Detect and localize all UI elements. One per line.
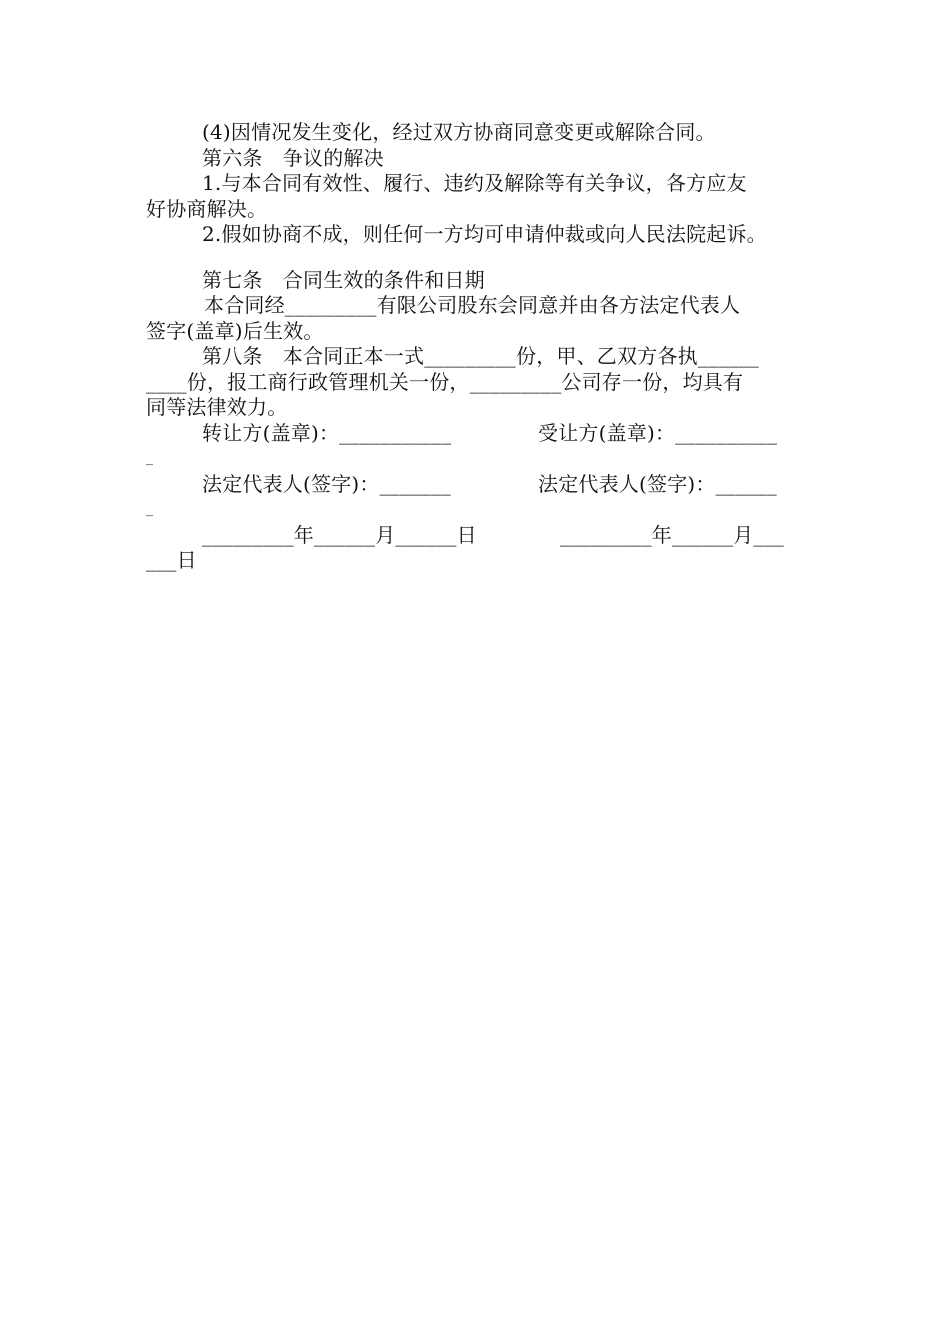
contract-body bbox=[146, 120, 810, 574]
article-7-body-cont: 签字(盖章)后生效。 bbox=[146, 318, 324, 343]
paragraph-gap bbox=[146, 248, 810, 268]
seal-signature-row bbox=[146, 421, 810, 447]
date-row-tail: ___日 bbox=[146, 548, 197, 572]
seal-row-tail: _ bbox=[146, 450, 154, 466]
transferee-representative-field: 法定代表人(签字)：______ bbox=[538, 471, 777, 496]
date-row bbox=[146, 523, 810, 549]
representative-signature-row bbox=[146, 472, 810, 498]
article-6-item-1-cont: 好协商解决。 bbox=[146, 196, 268, 221]
article-8-body-cont: ____份，报工商行政管理机关一份，_________公司存一份，均具有 bbox=[146, 369, 744, 394]
clause-5-item-4: (4)因情况发生变化，经过双方协商同意变更或解除合同。 bbox=[202, 120, 716, 144]
transferee-date-field: _________年______月___ bbox=[560, 522, 784, 547]
representative-row-tail: _ bbox=[146, 501, 154, 517]
article-6-item-2: 2.假如协商不成，则任何一方均可申请仲裁或向人民法院起诉。 bbox=[202, 222, 767, 246]
article-7-heading: 第七条 合同生效的条件和日期 bbox=[202, 267, 485, 292]
article-7-body: 本合同经_________有限公司股东会同意并由各方法定代表人 bbox=[204, 293, 741, 317]
transferor-date-field: _________年______月______日 bbox=[202, 522, 477, 547]
transferor-seal-field: 转让方(盖章)：___________ bbox=[202, 420, 452, 445]
transferor-representative-field: 法定代表人(签字)：_______ bbox=[202, 471, 452, 496]
article-8-body: 第八条 本合同正本一式_________份，甲、乙双方各执______ bbox=[202, 344, 759, 368]
transferee-seal-field: 受让方(盖章)：__________ bbox=[538, 420, 778, 445]
article-6-item-1: 1.与本合同有效性、履行、违约及解除等有关争议，各方应友 bbox=[202, 171, 747, 195]
article-8-body-end: 同等法律效力。 bbox=[146, 395, 288, 419]
article-6-heading: 第六条 争议的解决 bbox=[202, 145, 384, 170]
